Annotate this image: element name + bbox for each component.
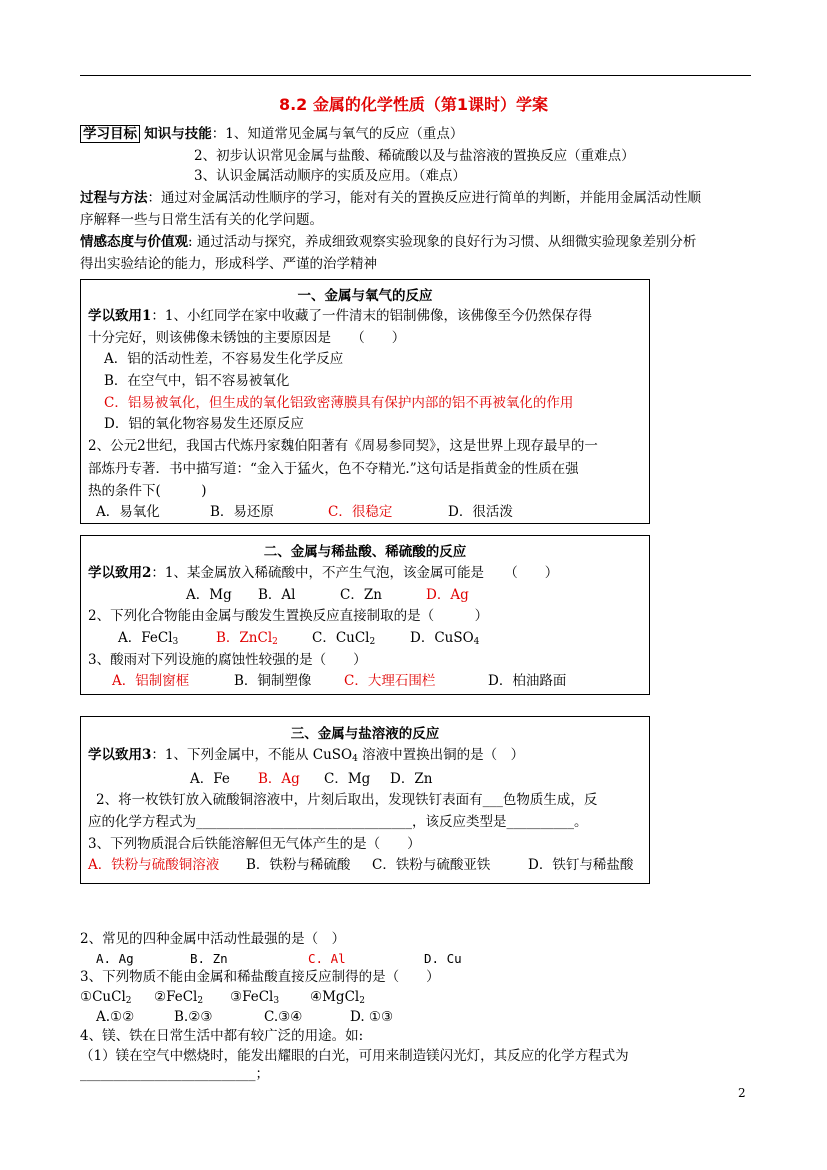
- sec1-q2-option-b: B．易还原: [210, 504, 274, 520]
- extra-q3-answer-a: A.①②: [96, 1009, 135, 1025]
- sec1-q1-line-1: [88, 306, 592, 326]
- sec2-q1-option-d: D．Ag: [426, 587, 469, 603]
- extra-o2: ②FeCl: [154, 989, 198, 1005]
- sec1-q1-line-2: 十分完好，则该佛像未锈蚀的主要原因是 （ ）: [88, 330, 406, 346]
- sec3-q3-text: 3、下列物质混合后铁能溶解但无气体产生的是（ ）: [88, 836, 421, 852]
- sec2-q3-option-b: B．铜制塑像: [234, 673, 312, 689]
- sec2-q2-d-text: D．CuSO: [410, 630, 474, 646]
- sec3-q1-option-c: C．Mg: [324, 771, 371, 787]
- section-1-heading: 一、金属与氧气的反应: [297, 288, 433, 304]
- extra-q3-answer-c: C.③④: [264, 1009, 303, 1025]
- emotion-text-1: : 通过活动与探究，养成细致观察实验现象的良好行为习惯、从细微实验现象差别分析: [188, 234, 697, 250]
- sec1-q2-option-c: C．很稳定: [328, 504, 393, 520]
- sec1-q2-line-2: 部炼丹专著．书中描写道：“金入于猛火，色不夺精光.”这句话是指黄金的性质在强: [88, 461, 579, 477]
- extra-o3: ③FeCl: [230, 989, 274, 1005]
- sec2-q3-option-d: D．柏油路面: [488, 673, 567, 689]
- extra-o2-sub: 2: [197, 996, 204, 1006]
- process-label: 过程与方法: [80, 190, 148, 206]
- sec3-q3-option-c: C．铁粉与硫酸亚铁: [372, 857, 491, 873]
- extra-q4-line-2: __________________________；: [80, 1066, 269, 1082]
- sec2-q2-d-sub: 4: [473, 637, 480, 647]
- process-text-1: ：通过对金属活动性顺序的学习，能对有关的置换反应进行简单的判断，并能用金属活动性顺: [147, 190, 701, 206]
- sec1-q2-option-a: A．易氧化: [96, 504, 160, 520]
- sec3-tag: 学以致用3: [88, 747, 152, 763]
- extra-o4: ④MgCl: [310, 989, 360, 1005]
- sec3-q1-text-a: ：1、下列金属中，不能从 CuSO: [151, 747, 353, 763]
- sec2-q2-option-a: [118, 628, 178, 652]
- process-line-2: 序解释一些与日常生活有关的化学问题。: [80, 212, 323, 228]
- sec3-q1-line: [88, 745, 524, 769]
- knowledge-item-1: ：1、知道常见金属与氧气的反应（重点）: [211, 126, 464, 142]
- extra-q2-option-d: D. Cu: [424, 951, 462, 966]
- process-line-1: [80, 188, 701, 208]
- knowledge-item-3: 3、认识金属活动顺序的实质及应用。（难点）: [194, 168, 466, 184]
- sec1-q1-option-c: C．铝易被氧化，但生成的氧化铝致密薄膜具有保护内部的铝不再被氧化的作用: [104, 395, 574, 411]
- sec2-q2-a-text: A．FeCl: [118, 630, 173, 646]
- extra-q3-answer-d: D. ①③: [350, 1009, 394, 1025]
- sec2-q3-option-c: C．大理石围栏: [344, 673, 436, 689]
- sec1-q2-line-3: 热的条件下( ): [88, 483, 207, 499]
- knowledge-label: 知识与技能: [144, 126, 212, 142]
- sec2-q1-option-b: B．Al: [258, 587, 296, 603]
- sec2-q3-text: 3、酸雨对下列设施的腐蚀性较强的是（ ）: [88, 652, 367, 668]
- sec3-q1-text-b: 溶液中置换出铜的是（ ）: [357, 747, 525, 763]
- page-number: 2: [738, 1086, 746, 1100]
- extra-q3-answer-b: B.②③: [174, 1009, 213, 1025]
- sec3-q3-option-b: B．铁粉与稀硫酸: [246, 857, 351, 873]
- sec2-q2-option-c: [312, 628, 375, 652]
- sec2-tag: 学以致用2: [88, 565, 152, 581]
- sec2-q2-c-sub: 2: [369, 637, 376, 647]
- extra-q4-line-1: （1）镁在空气中燃烧时，能发出耀眼的白光，可用来制造镁闪光灯，其反应的化学方程式为: [80, 1048, 629, 1064]
- goals-tag: 学习目标: [80, 125, 140, 143]
- extra-q3-text: 3、下列物质不能由金属和稀盐酸直接反应制得的是（ ）: [80, 969, 440, 985]
- sec2-q2-option-b: [216, 628, 278, 652]
- sec3-q2-line-1: 2、将一枚铁钉放入硫酸铜溶液中，片刻后取出，发现铁钉表面有___色物质生成，反: [96, 792, 598, 808]
- header-rule: [80, 75, 751, 76]
- knowledge-item-2: 2、初步认识常见金属与盐酸、稀硫酸以及与盐溶液的置换反应（重难点）: [194, 148, 635, 164]
- sec2-q2-a-sub: 3: [172, 637, 179, 647]
- extra-o3-sub: 3: [273, 996, 280, 1006]
- sec1-q1-option-b: B．在空气中，铝不容易被氧化: [104, 373, 290, 389]
- sec3-q2-line-2: 应的化学方程式为________________________________，该反应类型是__________。: [88, 814, 588, 830]
- extra-q2-option-b: B. Zn: [190, 951, 228, 966]
- extra-o4-sub: 2: [359, 996, 365, 1006]
- sec2-q1-line: [88, 563, 558, 583]
- sec1-tag: 学以致用1: [88, 308, 152, 324]
- extra-o1: ①CuCl: [80, 989, 126, 1005]
- extra-q2-option-a: A. Ag: [96, 951, 134, 966]
- section-3-heading: 三、金属与盐溶液的反应: [290, 726, 440, 742]
- sec2-q1-text: ：1、某金属放入稀硫酸中，不产生气泡，该金属可能是 （ ）: [151, 565, 559, 581]
- emotion-line-1: [80, 232, 696, 252]
- emotion-label: 情感态度与价值观: [80, 234, 188, 250]
- sec1-q1-text-1: ：1、小红同学在家中收藏了一件清末的铝制佛像，该佛像至今仍然保存得: [151, 308, 592, 324]
- sec3-q3-option-a: A．铁粉与硫酸铜溶液: [88, 857, 220, 873]
- extra-q2-option-c: C. Al: [308, 951, 346, 966]
- sec2-q1-option-c: C．Zn: [340, 587, 382, 603]
- goals-knowledge: [80, 124, 463, 144]
- sec2-q3-option-a: A．铝制窗框: [112, 673, 190, 689]
- section-2-heading: 二、金属与稀盐酸、稀硫酸的反应: [263, 544, 467, 560]
- extra-o1-sub: 2: [125, 996, 132, 1006]
- sec1-q1-option-d: D．铝的氧化物容易发生还原反应: [104, 416, 304, 432]
- emotion-line-2: 得出实验结论的能力，形成科学、严谨的治学精神: [80, 256, 377, 272]
- sec3-q1-option-a: A．Fe: [190, 771, 230, 787]
- page-title: 8.2 金属的化学性质（第1课时）学案: [278, 95, 549, 114]
- sec2-q2-text: 2、下列化合物能由金属与酸发生置换反应直接制取的是（ ）: [88, 608, 489, 624]
- sec2-q2-b-text: B．ZnCl: [216, 630, 273, 646]
- sec1-q2-option-d: D．很活泼: [448, 504, 513, 520]
- extra-q4-text: 4、镁、铁在日常生活中都有较广泛的用途。如:: [80, 1028, 364, 1044]
- sec3-q1-sub: 4: [352, 754, 358, 764]
- sec1-q2-line-1: 2、公元2世纪，我国古代炼丹家魏伯阳著有《周易参同契》，这是世界上现存最早的一: [88, 438, 598, 454]
- sec2-q2-b-sub: 2: [272, 637, 278, 647]
- sec1-q1-option-a: A．铝的活动性差，不容易发生化学反应: [104, 351, 344, 367]
- sec2-q1-option-a: A．Mg: [186, 587, 232, 603]
- sec3-q1-option-d: D．Zn: [390, 771, 433, 787]
- sec2-q2-c-text: C．CuCl: [312, 630, 370, 646]
- sec3-q1-option-b: B．Ag: [258, 771, 300, 787]
- extra-q2-text: 2、常见的四种金属中活动性最强的是（ ）: [80, 931, 346, 947]
- sec3-q3-option-d: D．铁钉与稀盐酸: [528, 857, 634, 873]
- sec2-q2-option-d: [410, 628, 479, 652]
